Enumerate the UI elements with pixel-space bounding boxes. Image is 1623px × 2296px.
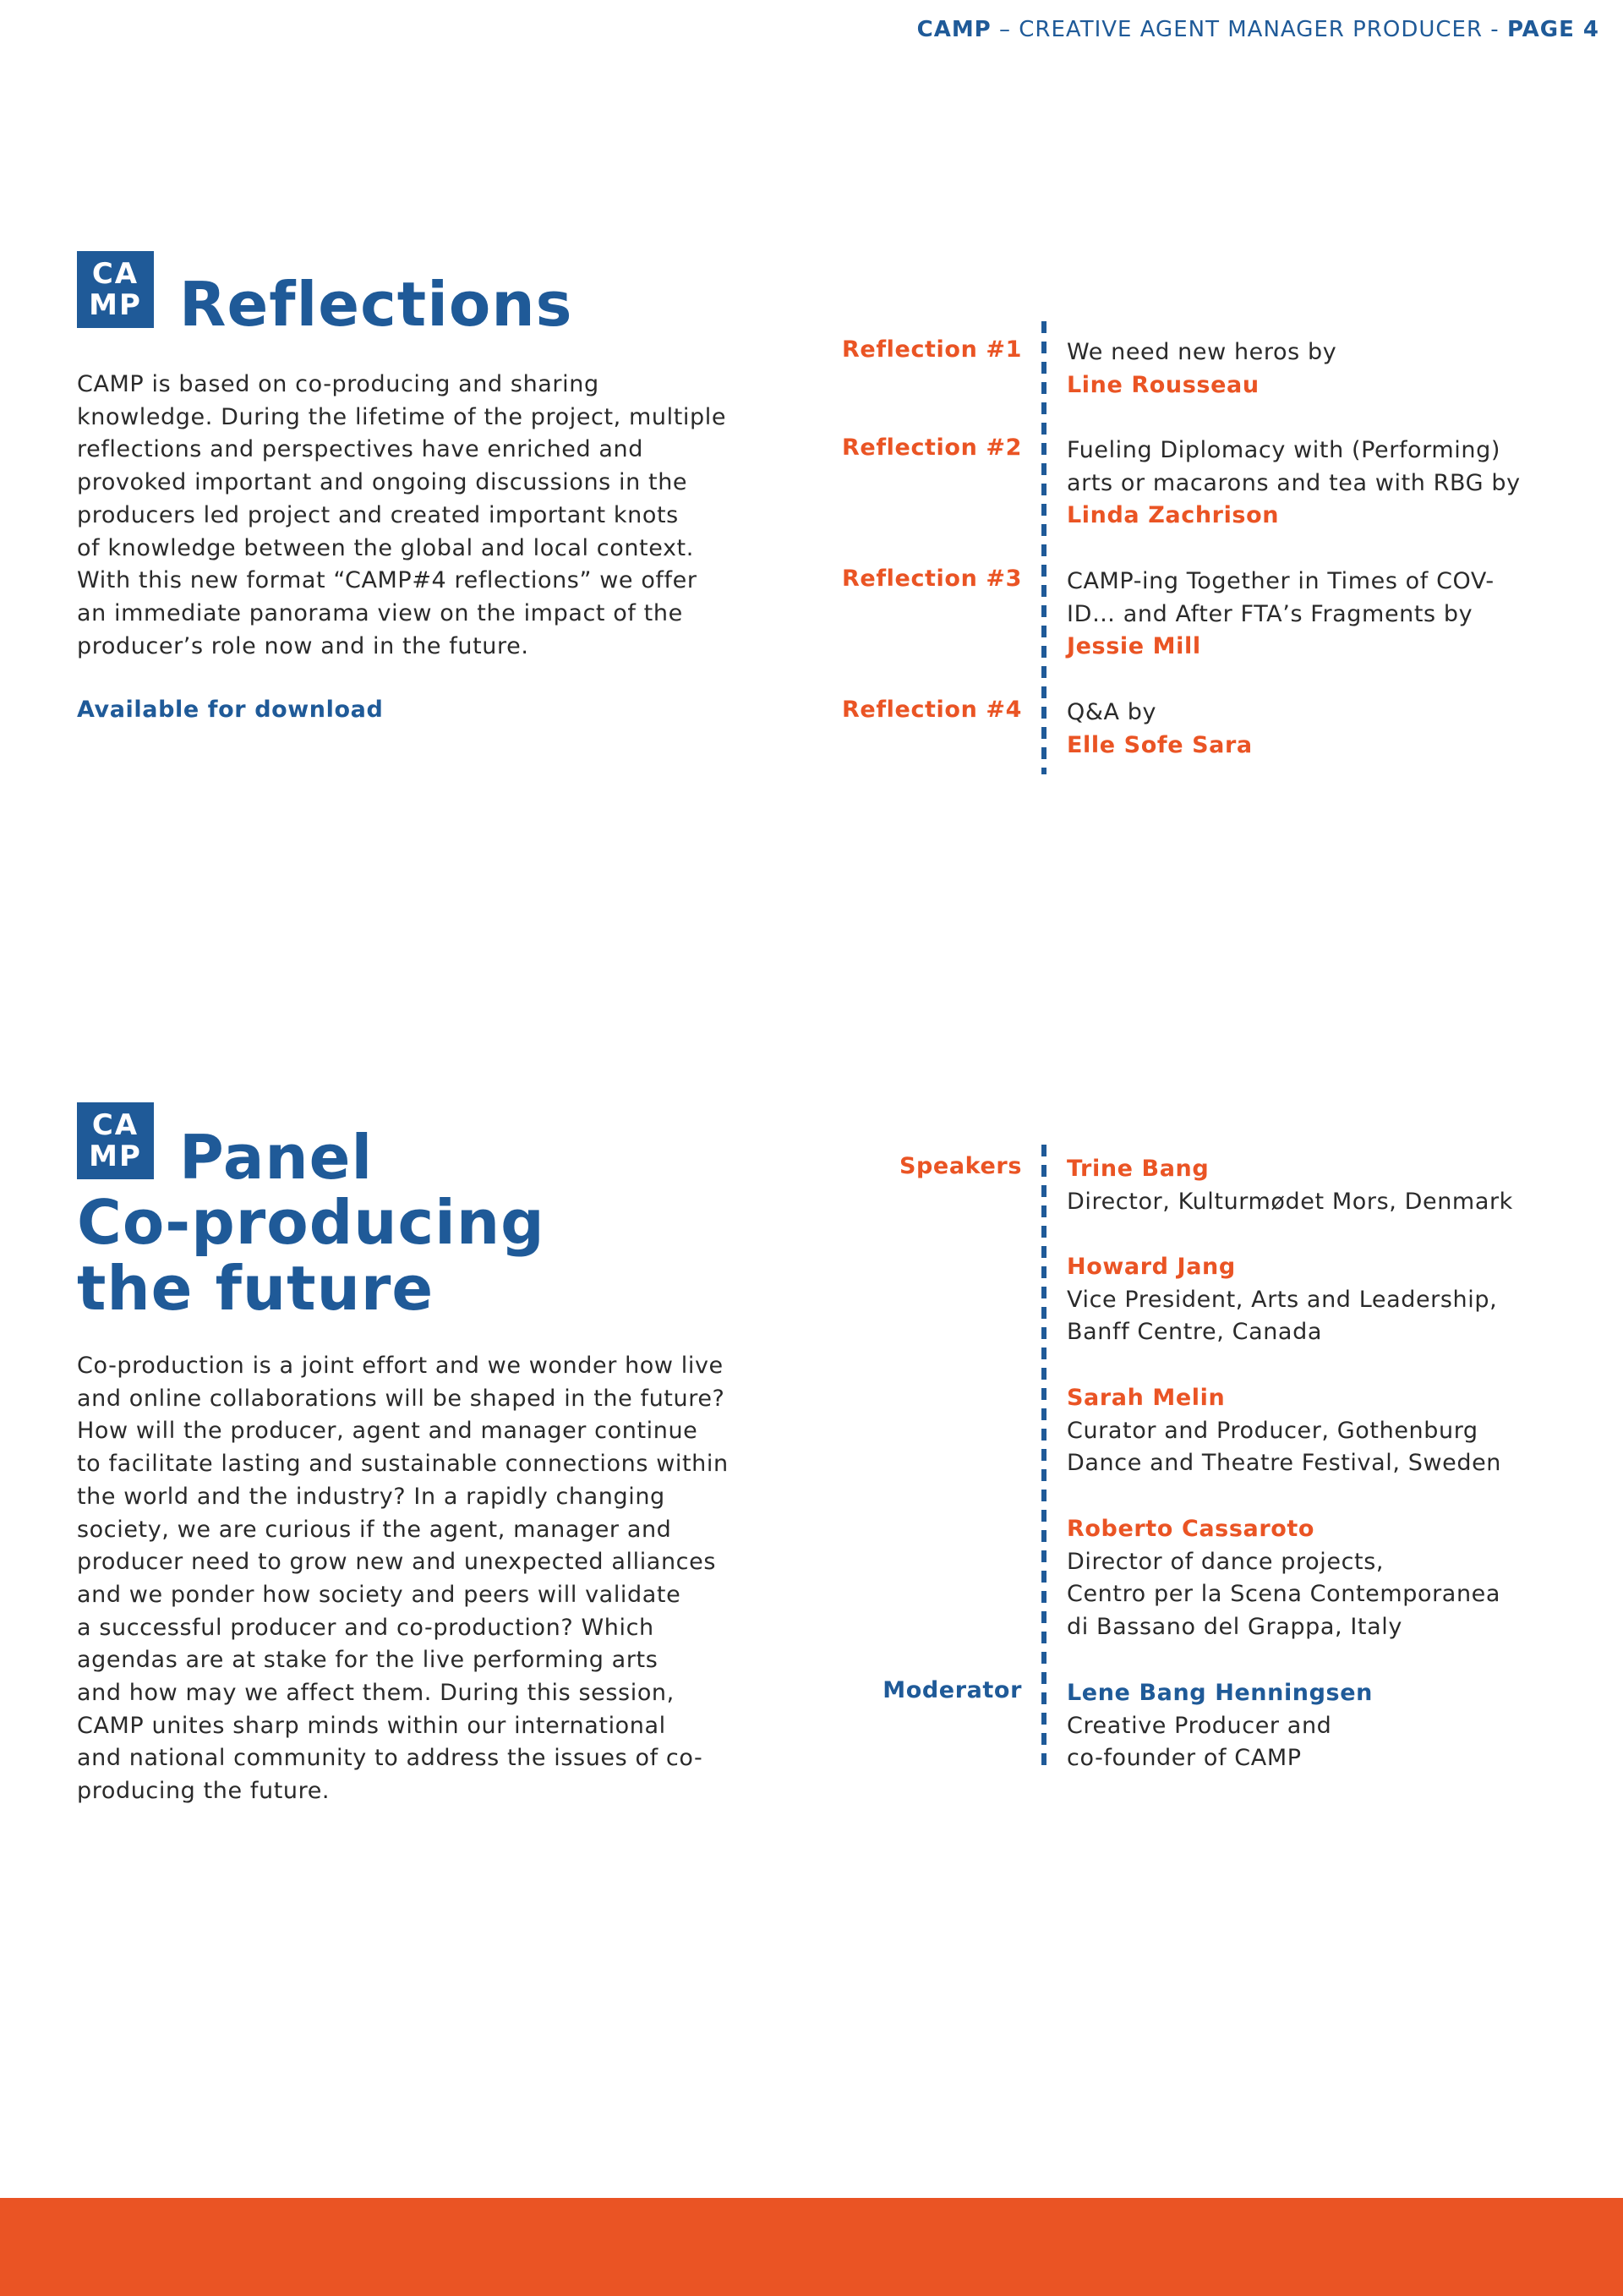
- speaker-name: Howard Jang: [1067, 1254, 1236, 1280]
- reflection-author: Jessie Mill: [1067, 633, 1201, 660]
- moderator-role: Creative Producer and: [1067, 1712, 1332, 1739]
- camp-logo-line2: MP: [89, 287, 142, 322]
- moderator-body: [1067, 1677, 1574, 1775]
- camp-logo-line1: CA: [91, 256, 139, 291]
- speaker-role: Director of dance projects,: [1067, 1548, 1385, 1575]
- speaker-role: Curator and Producer, Gothenburg: [1067, 1417, 1478, 1444]
- intro-line: CAMP is based on co-producing and sharing: [77, 371, 599, 397]
- reflection-text: ID… and After FTA’s Fragments by: [1067, 600, 1473, 627]
- intro-line: and online collaborations will be shaped in the future?: [77, 1385, 725, 1412]
- intro-line: of knowledge between the global and local context.: [77, 534, 694, 561]
- camp-logo-line1: CA: [91, 1107, 139, 1142]
- intro-line: provoked important and ongoing discussions in the: [77, 469, 688, 496]
- reflections-divider: [1041, 321, 1046, 774]
- reflection-body: [1067, 435, 1574, 533]
- intro-line: and national community to address the issues of co-: [77, 1745, 703, 1772]
- footer-bar: [0, 2198, 1623, 2296]
- speaker-body: [1067, 1382, 1574, 1480]
- reflection-label: Reflection #4: [842, 697, 1022, 723]
- page-number: PAGE 4: [1506, 17, 1599, 42]
- reflections-title: Reflections: [179, 269, 573, 340]
- header-brand: CAMP: [916, 17, 992, 42]
- speaker-role: Dance and Theatre Festival, Sweden: [1067, 1450, 1502, 1477]
- speaker-role: di Bassano del Grappa, Italy: [1067, 1614, 1402, 1641]
- intro-line: a successful producer and co-production? Which: [77, 1614, 654, 1641]
- reflection-body: [1067, 697, 1574, 762]
- reflection-label: Reflection #3: [842, 566, 1022, 592]
- intro-line: How will the producer, agent and manager continue: [77, 1418, 698, 1445]
- page-header: [917, 17, 1599, 42]
- reflection-label: Reflection #2: [842, 435, 1022, 461]
- speaker-role: Centro per la Scena Contemporanea: [1067, 1581, 1501, 1608]
- camp-logo-line2: MP: [89, 1139, 142, 1173]
- reflection-text: arts or macarons and tea with RBG by: [1067, 469, 1521, 496]
- header-subtitle: – CREATIVE AGENT MANAGER PRODUCER -: [991, 17, 1507, 42]
- intro-line: the world and the industry? In a rapidly changing: [77, 1483, 665, 1510]
- intro-line: producers led project and created important knots: [77, 501, 679, 528]
- speaker-body: [1067, 1153, 1574, 1218]
- speaker-body: [1067, 1251, 1574, 1349]
- reflection-text: CAMP-ing Together in Times of COV-: [1067, 568, 1495, 594]
- intro-line: producer need to grow new and unexpected alliances: [77, 1549, 716, 1576]
- reflection-body: [1067, 566, 1574, 664]
- reflection-author: Linda Zachrison: [1067, 502, 1280, 529]
- intro-line: and we ponder how society and peers will validate: [77, 1581, 681, 1608]
- speakers-label: Speakers: [899, 1153, 1022, 1179]
- reflection-author: Line Rousseau: [1067, 371, 1260, 398]
- speaker-role: Director, Kulturmødet Mors, Denmark: [1067, 1188, 1513, 1215]
- download-link[interactable]: Available for download: [77, 697, 384, 723]
- intro-line: With this new format “CAMP#4 reflections” we offer: [77, 567, 697, 594]
- panel-title-line1: Panel: [179, 1122, 374, 1193]
- intro-line: Co-production is a joint effort and we wonder how live: [77, 1353, 724, 1379]
- speaker-name: Trine Bang: [1067, 1156, 1210, 1182]
- moderator-label: Moderator: [883, 1677, 1022, 1703]
- intro-line: agendas are at stake for the live performing arts: [77, 1647, 658, 1674]
- intro-line: knowledge. During the lifetime of the project, multiple: [77, 403, 727, 430]
- panel-title-row: [77, 1102, 374, 1193]
- moderator-role: co-founder of CAMP: [1067, 1745, 1302, 1772]
- intro-line: and how may we affect them. During this session,: [77, 1680, 675, 1707]
- speaker-role: Banff Centre, Canada: [1067, 1319, 1322, 1346]
- speaker-name: Roberto Cassaroto: [1067, 1516, 1315, 1542]
- reflection-body: [1067, 336, 1574, 402]
- reflection-text: Q&A by: [1067, 699, 1157, 725]
- camp-logo: [77, 1102, 154, 1179]
- camp-logo: [77, 251, 154, 328]
- intro-line: CAMP unites sharp minds within our international: [77, 1712, 666, 1739]
- speaker-body: [1067, 1513, 1574, 1644]
- intro-line: producer’s role now and in the future.: [77, 632, 529, 659]
- intro-line: producing the future.: [77, 1778, 331, 1805]
- panel-title-line3: the future: [77, 1253, 434, 1324]
- reflections-intro: [77, 369, 726, 663]
- panel-title-line2: Co-producing: [77, 1187, 545, 1258]
- panel-divider: [1041, 1145, 1046, 1767]
- reflections-title-row: [77, 251, 573, 340]
- intro-line: reflections and perspectives have enriched and: [77, 436, 644, 463]
- moderator-name: Lene Bang Henningsen: [1067, 1680, 1373, 1706]
- reflection-text: We need new heros by: [1067, 339, 1337, 365]
- intro-line: society, we are curious if the agent, manager and: [77, 1516, 672, 1543]
- reflection-label: Reflection #1: [842, 336, 1022, 363]
- intro-line: to facilitate lasting and sustainable connections within: [77, 1451, 729, 1478]
- panel-intro: [77, 1350, 729, 1808]
- reflection-author: Elle Sofe Sara: [1067, 731, 1253, 758]
- speaker-role: Vice President, Arts and Leadership,: [1067, 1286, 1498, 1313]
- reflection-text: Fueling Diplomacy with (Performing): [1067, 437, 1500, 463]
- speaker-name: Sarah Melin: [1067, 1385, 1226, 1411]
- intro-line: an immediate panorama view on the impact of the: [77, 599, 683, 626]
